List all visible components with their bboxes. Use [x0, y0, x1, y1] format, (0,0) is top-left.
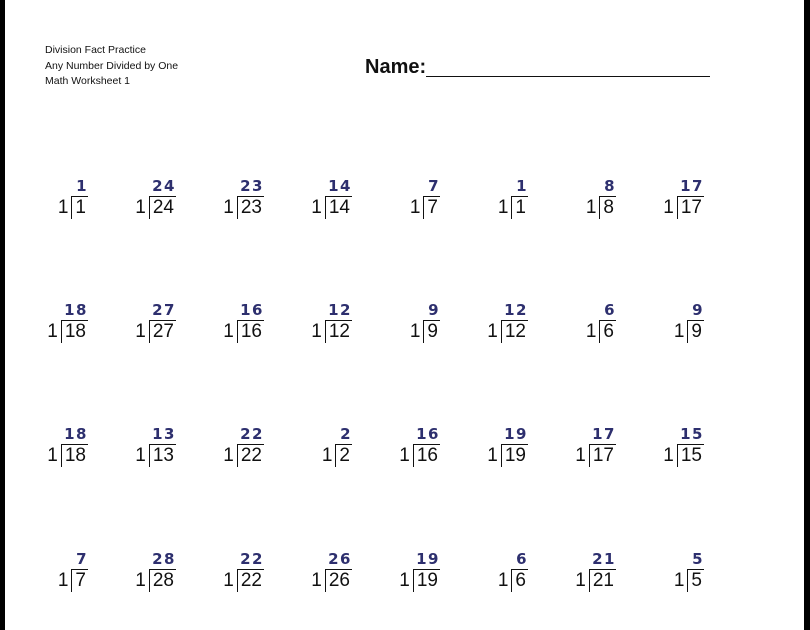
name-label: Name:	[365, 56, 427, 78]
quotient: 5	[692, 550, 704, 568]
division-bracket	[663, 196, 704, 219]
dividend: 16	[237, 320, 264, 343]
quotient: 12	[328, 301, 352, 319]
division-problem	[272, 296, 352, 346]
quotient: 9	[692, 301, 704, 319]
divisor: 1	[663, 445, 674, 466]
divisor: 1	[135, 570, 146, 591]
divisor: 1	[223, 445, 234, 466]
division-bracket	[575, 569, 616, 592]
quotient: 27	[152, 301, 176, 319]
problem-grid	[5, 0, 804, 630]
division-problem	[184, 420, 264, 470]
quotient: 19	[416, 550, 440, 568]
quotient: 13	[152, 425, 176, 443]
dividend: 26	[325, 569, 352, 592]
quotient: 15	[680, 425, 704, 443]
divisor: 1	[399, 445, 410, 466]
divisor: 1	[311, 570, 322, 591]
dividend: 5	[687, 569, 704, 592]
quotient: 6	[604, 301, 616, 319]
divisor: 1	[223, 321, 234, 342]
dividend: 1	[71, 196, 88, 219]
division-problem	[8, 545, 88, 595]
division-bracket	[410, 320, 440, 343]
dividend: 9	[687, 320, 704, 343]
divisor: 1	[135, 197, 146, 218]
divisor: 1	[311, 197, 322, 218]
division-bracket	[498, 569, 528, 592]
quotient: 22	[240, 550, 264, 568]
division-problem	[8, 420, 88, 470]
division-bracket	[223, 320, 264, 343]
dividend: 6	[511, 569, 528, 592]
division-problem	[624, 420, 704, 470]
dividend: 27	[149, 320, 176, 343]
division-bracket	[311, 569, 352, 592]
division-problem	[448, 545, 528, 595]
division-bracket	[223, 196, 264, 219]
division-bracket	[674, 569, 704, 592]
divisor: 1	[135, 321, 146, 342]
division-problem	[448, 172, 528, 222]
division-bracket	[223, 569, 264, 592]
division-bracket	[586, 196, 616, 219]
division-problem	[8, 172, 88, 222]
division-problem	[536, 545, 616, 595]
divisor: 1	[409, 197, 421, 218]
division-problem	[360, 172, 440, 222]
division-problem	[8, 296, 88, 346]
quotient: 16	[416, 425, 440, 443]
quotient: 6	[516, 550, 528, 568]
dividend: 22	[237, 569, 264, 592]
division-bracket	[47, 444, 88, 467]
division-bracket	[47, 320, 88, 343]
divisor: 1	[223, 197, 234, 218]
quotient: 2	[340, 425, 352, 443]
divisor: 1	[135, 445, 146, 466]
division-problem	[272, 172, 352, 222]
division-bracket	[674, 320, 704, 343]
dividend: 28	[149, 569, 176, 592]
divisor: 1	[497, 570, 509, 591]
division-problem	[624, 296, 704, 346]
division-bracket	[487, 320, 528, 343]
division-problem	[536, 172, 616, 222]
dividend: 2	[335, 444, 352, 467]
dividend: 19	[501, 444, 528, 467]
division-problem	[96, 420, 176, 470]
division-bracket	[498, 196, 528, 219]
divisor: 1	[673, 321, 685, 342]
divisor: 1	[57, 570, 69, 591]
division-problem	[360, 420, 440, 470]
division-problem	[448, 420, 528, 470]
division-problem	[272, 545, 352, 595]
division-bracket	[135, 320, 176, 343]
divisor: 1	[409, 321, 421, 342]
dividend: 7	[423, 196, 440, 219]
quotient: 1	[516, 177, 528, 195]
quotient: 1	[76, 177, 88, 195]
quotient: 7	[428, 177, 440, 195]
divisor: 1	[575, 570, 586, 591]
dividend: 15	[677, 444, 704, 467]
worksheet-page	[5, 0, 804, 630]
quotient: 23	[240, 177, 264, 195]
division-bracket	[135, 444, 176, 467]
quotient: 17	[592, 425, 616, 443]
quotient: 14	[328, 177, 352, 195]
division-bracket	[58, 196, 88, 219]
divisor: 1	[47, 321, 58, 342]
dividend: 12	[501, 320, 528, 343]
division-problem	[360, 296, 440, 346]
quotient: 28	[152, 550, 176, 568]
division-problem	[96, 296, 176, 346]
division-bracket	[311, 320, 352, 343]
dividend: 12	[325, 320, 352, 343]
division-bracket	[399, 569, 440, 592]
quotient: 19	[504, 425, 528, 443]
dividend: 24	[149, 196, 176, 219]
division-problem	[272, 420, 352, 470]
dividend: 18	[61, 444, 88, 467]
divisor: 1	[311, 321, 322, 342]
division-bracket	[399, 444, 440, 467]
dividend: 14	[325, 196, 352, 219]
division-bracket	[410, 196, 440, 219]
dividend: 18	[61, 320, 88, 343]
division-bracket	[575, 444, 616, 467]
dividend: 16	[413, 444, 440, 467]
division-problem	[184, 545, 264, 595]
quotient: 7	[76, 550, 88, 568]
quotient: 18	[64, 301, 88, 319]
dividend: 7	[71, 569, 88, 592]
division-bracket	[487, 444, 528, 467]
division-problem	[184, 296, 264, 346]
divisor: 1	[487, 321, 498, 342]
dividend: 8	[599, 196, 616, 219]
division-bracket	[311, 196, 352, 219]
divisor: 1	[673, 570, 685, 591]
quotient: 9	[428, 301, 440, 319]
divisor: 1	[663, 197, 674, 218]
dividend: 13	[149, 444, 176, 467]
division-problem	[448, 296, 528, 346]
quotient: 21	[592, 550, 616, 568]
divisor: 1	[399, 570, 410, 591]
dividend: 1	[511, 196, 528, 219]
division-problem	[360, 545, 440, 595]
dividend: 19	[413, 569, 440, 592]
dividend: 21	[589, 569, 616, 592]
division-bracket	[135, 569, 176, 592]
quotient: 18	[64, 425, 88, 443]
dividend: 6	[599, 320, 616, 343]
division-problem	[96, 545, 176, 595]
division-bracket	[58, 569, 88, 592]
quotient: 24	[152, 177, 176, 195]
division-problem	[624, 172, 704, 222]
divisor: 1	[575, 445, 586, 466]
quotient: 26	[328, 550, 352, 568]
divisor: 1	[223, 570, 234, 591]
division-bracket	[322, 444, 352, 467]
divisor: 1	[321, 445, 333, 466]
quotient: 22	[240, 425, 264, 443]
quotient: 16	[240, 301, 264, 319]
division-bracket	[586, 320, 616, 343]
dividend: 17	[677, 196, 704, 219]
dividend: 23	[237, 196, 264, 219]
division-problem	[536, 296, 616, 346]
worksheet-title: Division Fact Practice	[45, 44, 146, 56]
divisor: 1	[487, 445, 498, 466]
dividend: 17	[589, 444, 616, 467]
division-problem	[96, 172, 176, 222]
division-bracket	[135, 196, 176, 219]
divisor: 1	[497, 197, 509, 218]
division-problem	[624, 545, 704, 595]
divisor: 1	[585, 321, 597, 342]
division-problem	[184, 172, 264, 222]
worksheet-subtitle: Any Number Divided by One	[45, 59, 179, 72]
divisor: 1	[57, 197, 69, 218]
divisor: 1	[585, 197, 597, 218]
division-bracket	[223, 444, 264, 467]
division-problem	[536, 420, 616, 470]
worksheet-number: Math Worksheet 1	[45, 75, 131, 87]
quotient: 17	[680, 177, 704, 195]
dividend: 9	[423, 320, 440, 343]
dividend: 22	[237, 444, 264, 467]
divisor: 1	[47, 445, 58, 466]
quotient: 8	[604, 177, 616, 195]
division-bracket	[663, 444, 704, 467]
quotient: 12	[504, 301, 528, 319]
